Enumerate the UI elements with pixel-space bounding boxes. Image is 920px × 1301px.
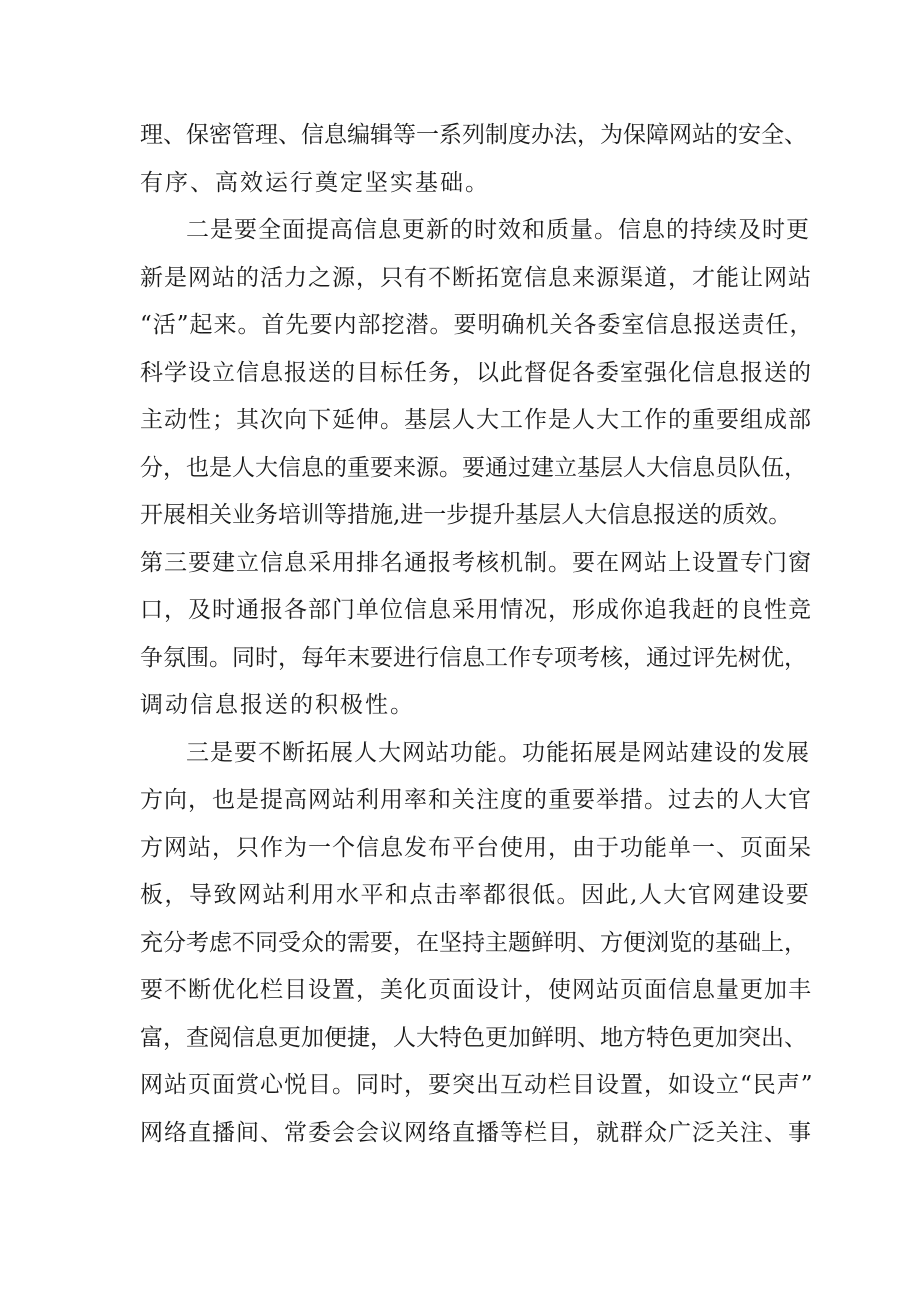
text-line: 科学设立信息报送的目标任务，以此督促各委室强化信息报送的 — [140, 360, 812, 386]
text-line: 网络直播间、常委会会议网络直播等栏目，就群众广泛关注、事 — [140, 1120, 812, 1146]
text-line: 争氛围。同时，每年末要进行信息工作专项考核，通过评先树优， — [140, 645, 807, 671]
text-line: 富，查阅信息更加便捷，人大特色更加鲜明、地方特色更加突出、 — [140, 1025, 807, 1051]
text-line: 新是网站的活力之源，只有不断拓宽信息来源渠道，才能让网站 — [140, 265, 812, 291]
text-line: 充分考虑不同受众的需要，在坚持主题鲜明、方便浏览的基础上， — [140, 930, 807, 956]
text-line: 理、保密管理、信息编辑等一系列制度办法，为保障网站的安全、 — [140, 122, 807, 148]
paragraph-2-first-line: 二是要全面提高信息更新的时效和质量。信息的持续及时更 — [186, 217, 810, 243]
text-line: 网站页面赏心悦目。同时，要突出互动栏目设置，如设立“民声” — [140, 1072, 814, 1098]
text-line: 分，也是人大信息的重要来源。要通过建立基层人大信息员队伍， — [140, 455, 807, 481]
text-line: 主动性；其次向下延伸。基层人大工作是人大工作的重要组成部 — [140, 407, 812, 433]
text-line: 口，及时通报各部门单位信息采用情况，形成你追我赶的良性竞 — [140, 597, 812, 623]
paragraph-3-first-line: 三是要不断拓展人大网站功能。功能拓展是网站建设的发展 — [186, 740, 810, 766]
text-line: 调动信息报送的积极性。 — [140, 692, 415, 718]
text-line: 开展相关业务培训等措施,进一步提升基层人大信息报送的质效。 — [140, 502, 792, 528]
text-line: “活”起来。首先要内部挖潜。要明确机关各委室信息报送责任， — [140, 312, 814, 338]
text-line: 要不断优化栏目设置，美化页面设计，使网站页面信息量更加丰 — [140, 977, 812, 1003]
text-line: 第三要建立信息采用排名通报考核机制。要在网站上设置专门窗 — [140, 550, 812, 576]
text-line: 方向，也是提高网站利用率和关注度的重要举措。过去的人大官 — [140, 787, 812, 813]
text-line: 板，导致网站利用水平和点击率都很低。因此,人大官网建设要 — [140, 882, 811, 908]
text-line: 有序、高效运行奠定坚实基础。 — [140, 170, 490, 196]
text-line: 方网站，只作为一个信息发布平台使用，由于功能单一、页面呆 — [140, 835, 812, 861]
